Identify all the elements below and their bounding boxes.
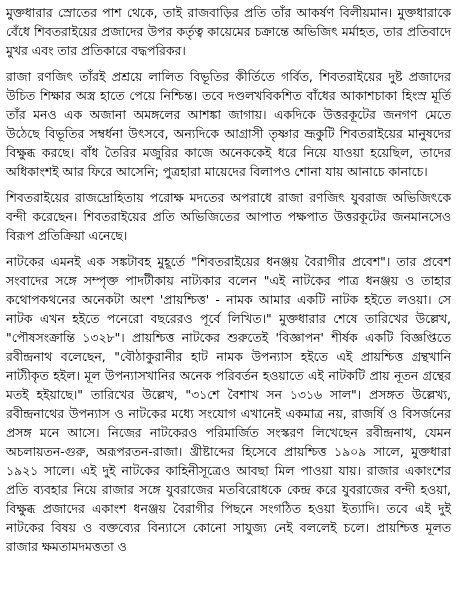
paragraph-1: মুক্তধারার স্রোতের পাশ থেকে, তাই রাজবাড়ির প্রতি তাঁর আকর্ষণ বিলীয়মান। মুক্তধারাকে বেঁধে শিবতরাইয়ের প্রজাদের উপর কর্তৃত্ব কায়েমের চক্রান্তে অভিজিৎ মর্মাহত, তার প্রতিবাদে মুখর এবং তার প্রতিকারে বদ্ধপরিকর। [6,5,451,58]
paragraph-4: নাটকের এমনই এক সঙ্কটাবহ মুহূর্তে "শিবতরাইয়ের ধনঞ্জয় বৈরাগীর প্রবেশ"। তার প্রবেশ সংবাদের সঙ্গে সম্পৃক্ত পাদটীকায় নাট্যকার বলেন "এই নাটকের পাত্র ধনঞ্জয় ও তাহার কথোপকথনের অনেকটা অংশ 'প্রায়শ্চিত্ত' - নামক আমার একটি নাটক হইতে লওয়া। সে নাটক এখন হইতে পনেরো বছরেরও পূর্বে লিখিত।" মুক্তধারার শেষে তারিখের উল্লেখ, "পৌষসংক্রান্তি ১৩২৮"। প্রায়শ্চিত্ত নাটকের শুরুতেই 'বিজ্ঞাপন' শীর্ষক একটি বিজ্ঞপ্তিতে রবীন্দ্রনাথ বলেছেন, "বৌঠাকুরানীর হাট নামক উপন্যাস হইতে এই প্রায়শ্চিত্ত গ্রন্থখানি নাট্যীকৃত হইল। মূল উপন্যাসখানির অনেক পরিবর্তন হওয়াতে এই নাটকটি প্রায় নূতন গ্রন্থের মতই হইয়াছে।" তারিখের উল্লেখ, "৩১শে বৈশাখ সন ১৩১৬ সাল"। প্রসঙ্গত উল্লেখ্য, রবীন্দ্রনাথের উপন্যাস ও নাটকের মধ্যে সংযোগ এখানেই একমাত্র নয়, রাজর্ষি ও বিসর্জনের প্রসঙ্গ মনে আসে। নিজের নাটকেরও পরিমার্জিত সংস্করণ লিখেছেন রবীন্দ্রনাথ, যেমন অচলায়তন-গুরু, অরূপরতন-রাজা। খ্রীষ্টাব্দের হিসেবে প্রায়শ্চিত্ত ১৯০৯ সালে, মুক্তধারা ১৯২১ সালে। এই দুই নাটকের কাহিনীসূত্রেও আবছা মিল পাওয়া যায়। রাজার একাংশের প্রতি ব্যবহার নিয়ে রাজার সঙ্গে যুবরাজের মতবিরোধকে কেন্দ্র করে যুবরাজের বন্দী হওয়া, বিক্ষুব্ধ প্রজাদের একাংশ ধনঞ্জয় বৈরাগীর পিছনে সংগঠিত হওয়া ইত্যাদি। তবে এই দুই নাটকের বিষয় ও বক্তব্যের বিন্যাসে কোনো সাযুজ্য নেই বললেই চলে। প্রায়শ্চিত্ত মূলত রাজার ক্ষমতামদমত্ততা ও [6,254,451,554]
paragraph-2: রাজা রণজিৎ তাঁরই প্রশ্রয়ে লালিত বিভূতির কীর্তিতে গর্বিত, শিবতরাইয়ের দুষ্ট প্রজাদের উচিত শিক্ষার অস্ত্র হাতে পেয়ে নিশ্চিন্ত। তবে দণ্ডলখবিকশিত বাঁধের আকাশচাকা হিংস্র মূর্তি তাঁর মনও এক অজানা অমঙ্গলের আশঙ্কা জাগায়। একদিকে উত্তরকূটের জনগণ মেতে উঠেছে বিভূতির সম্বর্ধনা উৎসবে, অন্যদিকে আগ্রাসী তৃষ্ণার ভ্রূকুটি শিবতরাইয়ের মানুষদের বিক্ষুব্ধ করছে। বাঁধ তৈরির মজুরির কাজে অনেককেই ধরে নিয়ে যাওয়া হয়েছিল, তাদের অধিকাংশই আর ফিরে আসেনি; পুত্রহারা মায়েদের বিলাপও শোনা যায় আনাচে কানাচে। [6,69,451,179]
paragraph-3: শিবতরাইয়ের রাজদ্রোহিতায় পরোক্ষ মদতের অপরাধে রাজা রণজিৎ যুবরাজ অভিজিৎকে বন্দী করেছেন। শিবতরাইয়ের প্রতি অভিজিতের আপাত পক্ষপাত উত্তরকূটের জনমানসেও বিরূপ প্রতিক্রিয়া এনেছে। [6,190,451,243]
